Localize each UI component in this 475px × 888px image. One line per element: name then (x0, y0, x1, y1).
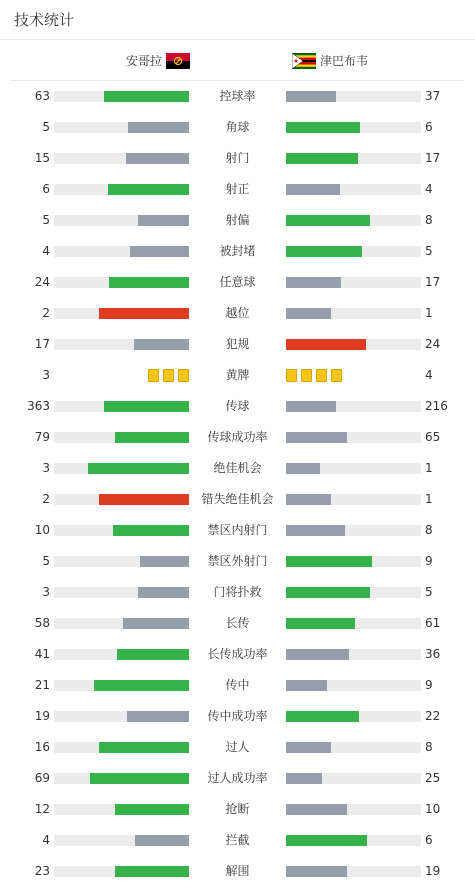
home-bar (128, 122, 189, 133)
home-value: 5 (42, 213, 50, 227)
home-bar-track (54, 184, 189, 195)
stat-label: 禁区外射门 (207, 554, 268, 568)
away-value: 25 (425, 771, 441, 785)
away-value: 1 (425, 492, 433, 506)
home-value: 12 (34, 802, 50, 816)
away-bar-track (286, 153, 421, 164)
home-bar-track (54, 153, 189, 164)
away-value: 6 (425, 120, 433, 134)
stat-row (0, 112, 475, 143)
home-bar-track (54, 122, 189, 133)
stat-row (0, 670, 475, 701)
home-bar (138, 587, 189, 598)
home-bar-track (54, 649, 189, 660)
away-bar (286, 711, 359, 722)
away-bar-track (286, 835, 421, 846)
away-bar (286, 866, 347, 877)
away-bar (286, 432, 347, 443)
yellow-card-icon (148, 369, 159, 382)
stat-label: 传中 (225, 678, 250, 692)
home-bar-track (54, 494, 189, 505)
home-team[interactable] (126, 52, 190, 69)
home-value: 6 (42, 182, 50, 196)
home-value: 21 (34, 678, 50, 692)
home-value: 5 (42, 554, 50, 568)
home-bar-track (54, 587, 189, 598)
stat-row (0, 639, 475, 670)
stat-label: 角球 (225, 120, 250, 134)
away-value: 9 (425, 678, 433, 692)
home-value: 16 (34, 740, 50, 754)
home-bar (88, 463, 189, 474)
home-bar-track (54, 401, 189, 412)
home-value: 15 (34, 151, 50, 165)
stat-label: 绝佳机会 (213, 461, 262, 475)
away-value: 4 (425, 182, 433, 196)
yellow-card-icon (178, 369, 189, 382)
home-bar (134, 339, 189, 350)
stat-row (0, 81, 475, 112)
stat-row (0, 794, 475, 825)
zimbabwe-flag-icon (292, 53, 316, 69)
stat-label: 越位 (225, 306, 250, 320)
home-bar (126, 153, 189, 164)
away-bar (286, 308, 331, 319)
stat-label: 门将扑救 (213, 585, 262, 599)
away-bar (286, 184, 340, 195)
stat-label: 射门 (225, 151, 250, 165)
stat-row (0, 546, 475, 577)
stats-header (0, 0, 475, 40)
away-bar-track (286, 339, 421, 350)
away-value: 17 (425, 275, 441, 289)
stat-row (0, 453, 475, 484)
stat-row (0, 236, 475, 267)
away-value: 17 (425, 151, 441, 165)
home-value: 23 (34, 864, 50, 878)
stat-row (0, 329, 475, 360)
yellow-card-icon (301, 369, 312, 382)
page-title: 技术统计 (14, 11, 75, 29)
away-bar (286, 401, 336, 412)
home-value: 2 (42, 306, 50, 320)
home-value: 4 (42, 833, 50, 847)
away-bar (286, 618, 355, 629)
away-bar-track (286, 742, 421, 753)
home-bar-track (54, 91, 189, 102)
away-bar-track (286, 711, 421, 722)
home-bar-track (54, 308, 189, 319)
away-value: 37 (425, 89, 441, 103)
away-bar (286, 277, 341, 288)
away-bar (286, 494, 331, 505)
home-value: 69 (34, 771, 50, 785)
away-bar (286, 91, 336, 102)
home-bar (99, 742, 189, 753)
away-bar-track (286, 463, 421, 474)
away-value: 22 (425, 709, 441, 723)
home-bar-track (54, 339, 189, 350)
home-bar-track (54, 463, 189, 474)
home-value: 3 (42, 585, 50, 599)
away-bar-track (286, 525, 421, 536)
away-bar (286, 804, 347, 815)
home-value: 2 (42, 492, 50, 506)
away-bar-track (286, 308, 421, 319)
stat-row (0, 732, 475, 763)
stat-label: 错失绝佳机会 (201, 492, 274, 506)
away-value: 1 (425, 306, 433, 320)
stat-label: 被封堵 (219, 244, 256, 258)
away-team[interactable] (292, 52, 368, 69)
away-value: 36 (425, 647, 441, 661)
stat-row (0, 267, 475, 298)
home-bar (94, 680, 189, 691)
stat-label: 射正 (225, 182, 250, 196)
away-yellow-cards (286, 369, 342, 382)
home-bar-track (54, 215, 189, 226)
stat-label: 长传成功率 (207, 647, 268, 661)
home-value: 10 (34, 523, 50, 537)
stat-row (0, 484, 475, 515)
away-bar-track (286, 866, 421, 877)
away-bar (286, 463, 320, 474)
stat-label: 射偏 (225, 213, 250, 227)
away-bar-track (286, 494, 421, 505)
home-bar-track (54, 742, 189, 753)
stat-label: 过人成功率 (207, 771, 268, 785)
stat-label: 传球 (225, 399, 250, 413)
home-value: 41 (34, 647, 50, 661)
home-bar (117, 649, 189, 660)
home-bar (104, 401, 189, 412)
away-bar-track (286, 215, 421, 226)
stat-label: 拦截 (225, 833, 250, 847)
home-bar (115, 432, 189, 443)
away-bar (286, 339, 366, 350)
teams-row (10, 40, 465, 81)
away-bar-track (286, 618, 421, 629)
stat-row (0, 174, 475, 205)
home-bar (99, 494, 189, 505)
home-bar (109, 277, 189, 288)
home-value: 5 (42, 120, 50, 134)
home-value: 63 (34, 89, 50, 103)
home-bar-track (54, 525, 189, 536)
home-bar (130, 246, 189, 257)
stat-row (0, 143, 475, 174)
away-bar (286, 742, 331, 753)
away-value: 5 (425, 244, 433, 258)
home-bar-track (54, 680, 189, 691)
home-bar-track (54, 556, 189, 567)
stat-label: 犯规 (225, 337, 250, 351)
home-value: 79 (34, 430, 50, 444)
home-bar-track (54, 618, 189, 629)
stat-row (0, 825, 475, 856)
home-yellow-cards (148, 369, 189, 382)
home-bar (115, 866, 189, 877)
home-value: 17 (34, 337, 50, 351)
home-value: 4 (42, 244, 50, 258)
away-bar (286, 556, 372, 567)
away-value: 10 (425, 802, 441, 816)
stat-row (0, 391, 475, 422)
away-bar-track (286, 91, 421, 102)
away-value: 1 (425, 461, 433, 475)
yellow-card-icon (163, 369, 174, 382)
away-bar (286, 246, 362, 257)
away-bar-track (286, 773, 421, 784)
away-team-name: 津巴布韦 (320, 54, 369, 68)
away-value: 24 (425, 337, 441, 351)
angola-flag-icon (166, 53, 190, 69)
away-bar-track (286, 680, 421, 691)
home-value: 3 (42, 461, 50, 475)
away-bar-track (286, 804, 421, 815)
yellow-card-icon (316, 369, 327, 382)
stat-label: 控球率 (219, 89, 256, 103)
away-bar-track (286, 556, 421, 567)
home-bar (123, 618, 189, 629)
stat-label: 传中成功率 (207, 709, 268, 723)
home-bar-track (54, 246, 189, 257)
home-bar-track (54, 835, 189, 846)
home-bar-track (54, 432, 189, 443)
home-bar-track (54, 866, 189, 877)
away-bar (286, 587, 370, 598)
away-bar-track (286, 587, 421, 598)
home-value: 58 (34, 616, 50, 630)
stat-label: 禁区内射门 (207, 523, 268, 537)
home-value: 3 (42, 368, 50, 382)
away-value: 8 (425, 523, 433, 537)
stat-label: 黄牌 (225, 368, 250, 382)
away-bar-track (286, 649, 421, 660)
stat-label: 抢断 (225, 802, 250, 816)
home-bar-track (54, 804, 189, 815)
away-value: 6 (425, 833, 433, 847)
away-bar (286, 153, 358, 164)
home-bar-track (54, 711, 189, 722)
home-bar (90, 773, 189, 784)
away-value: 61 (425, 616, 441, 630)
away-value: 19 (425, 864, 441, 878)
stat-row (0, 422, 475, 453)
stat-row (0, 577, 475, 608)
away-bar-track (286, 246, 421, 257)
away-bar (286, 525, 345, 536)
away-value: 216 (425, 399, 448, 413)
home-bar (104, 91, 189, 102)
home-bar (135, 835, 189, 846)
stat-row (0, 205, 475, 236)
stat-label: 解围 (225, 864, 250, 878)
stats-list (0, 81, 475, 887)
away-value: 8 (425, 740, 433, 754)
home-value: 19 (34, 709, 50, 723)
home-bar-track (54, 277, 189, 288)
stat-row (0, 608, 475, 639)
home-value: 24 (34, 275, 50, 289)
yellow-card-icon (331, 369, 342, 382)
home-bar (140, 556, 189, 567)
away-bar-track (286, 277, 421, 288)
away-bar (286, 215, 370, 226)
away-value: 4 (425, 368, 433, 382)
stat-row (0, 515, 475, 546)
home-bar (127, 711, 189, 722)
stat-label: 长传 (225, 616, 250, 630)
stat-row (0, 763, 475, 794)
stat-label: 过人 (225, 740, 250, 754)
home-value: 363 (27, 399, 50, 413)
away-value: 8 (425, 213, 433, 227)
away-bar (286, 122, 360, 133)
stat-label: 传球成功率 (207, 430, 268, 444)
home-team-name: 安哥拉 (125, 54, 162, 68)
away-value: 65 (425, 430, 441, 444)
yellow-card-icon (286, 369, 297, 382)
stat-row (0, 360, 475, 391)
away-bar-track (286, 184, 421, 195)
away-bar (286, 680, 327, 691)
away-bar (286, 835, 367, 846)
away-value: 5 (425, 585, 433, 599)
home-bar (108, 184, 189, 195)
home-bar-track (54, 773, 189, 784)
stat-row (0, 856, 475, 887)
home-bar (115, 804, 189, 815)
stat-label: 任意球 (219, 275, 256, 289)
home-bar (99, 308, 189, 319)
home-bar (138, 215, 189, 226)
away-value: 9 (425, 554, 433, 568)
away-bar-track (286, 432, 421, 443)
home-bar (113, 525, 189, 536)
stat-row (0, 298, 475, 329)
away-bar-track (286, 401, 421, 412)
away-bar-track (286, 122, 421, 133)
away-bar (286, 773, 322, 784)
stat-row (0, 701, 475, 732)
away-bar (286, 649, 349, 660)
